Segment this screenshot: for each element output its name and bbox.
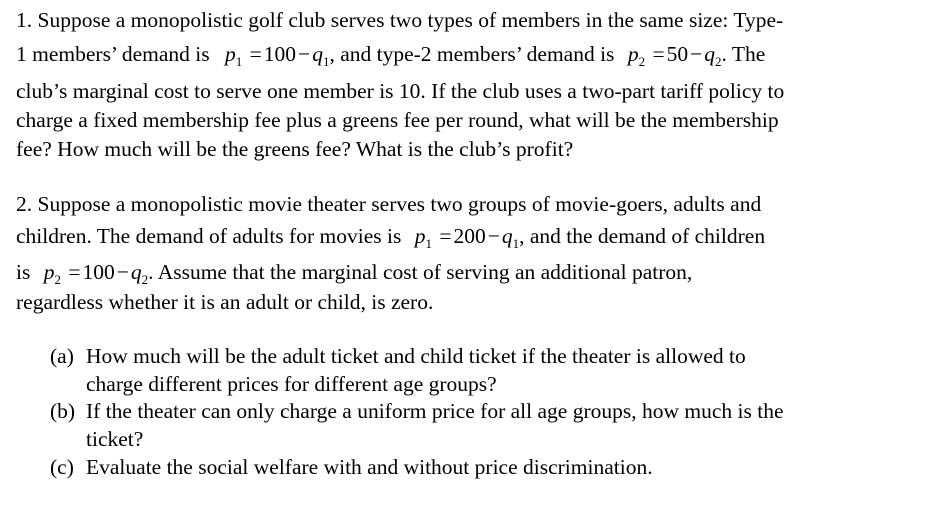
- q1-line-1: 1. Suppose a monopolistic golf club serves two types of members in the same size: Type-: [16, 8, 784, 32]
- q2-demand-equation-children: [43, 260, 149, 287]
- eq-const: 100: [263, 42, 297, 66]
- eq-minus: −: [116, 260, 129, 284]
- eq-const: 50: [666, 42, 689, 66]
- eq-var: p: [414, 224, 426, 248]
- eq-sub: 2: [54, 272, 61, 287]
- eq-rhs-var: q: [312, 42, 323, 66]
- q2-part-b-line-2: ticket?: [86, 427, 144, 451]
- q1-line-2: [16, 40, 765, 71]
- eq-rhs-sub: 2: [141, 272, 149, 287]
- q2-part-a-line-1: How much will be the adult ticket and child ticket if the theater is allowed to: [86, 344, 746, 368]
- q2-line-3-text-a: is: [16, 260, 31, 284]
- eq-sign: =: [68, 260, 81, 284]
- eq-rhs-var: q: [704, 42, 715, 66]
- q2-line-2-text-a: children. The demand of adults for movies is: [16, 224, 402, 248]
- eq-var: p: [43, 260, 55, 284]
- eq-sign: =: [439, 224, 452, 248]
- eq-rhs-sub: 1: [322, 54, 330, 69]
- q2-line-2: [16, 222, 765, 253]
- eq-const: 200: [453, 224, 486, 248]
- eq-rhs-sub: 1: [512, 236, 520, 251]
- q2-part-c-label: (c): [50, 455, 74, 479]
- eq-sign: =: [652, 42, 665, 66]
- q1-line-4: charge a fixed membership fee plus a greens fee per round, what will be the membership: [16, 108, 779, 132]
- q1-line-2-text-c: . The: [721, 42, 766, 66]
- eq-const: 100: [82, 260, 115, 284]
- q1-line-3: club’s marginal cost to serve one member is 10. If the club uses a two-part tariff policy to: [16, 79, 785, 103]
- eq-sub: 1: [425, 236, 432, 251]
- q2-part-b-line-1: If the theater can only charge a uniform price for all age groups, how much is the: [86, 399, 784, 423]
- q2-line-4: regardless whether it is an adult or child, is zero.: [16, 290, 434, 314]
- q1-demand-equation-type2: [627, 42, 722, 69]
- eq-minus: −: [487, 224, 500, 248]
- q1-line-2-text-b: , and type-2 members’ demand is: [329, 42, 615, 66]
- eq-minus: −: [298, 42, 311, 66]
- q1-line-2-text-a: 1 members’ demand is: [16, 42, 210, 66]
- eq-rhs-var: q: [130, 260, 142, 284]
- eq-sub: 1: [235, 54, 243, 69]
- q2-part-b-label: (b): [50, 399, 76, 423]
- q2-line-3-text-b: . Assume that the marginal cost of serving an additional patron,: [148, 260, 693, 284]
- eq-rhs-var: q: [501, 224, 513, 248]
- q2-line-3: [16, 258, 692, 289]
- q2-line-1: 2. Suppose a monopolistic movie theater serves two groups of movie-goers, adults and: [16, 192, 762, 216]
- q1-line-5: fee? How much will be the greens fee? What is the club’s profit?: [16, 137, 574, 161]
- q2-part-a-line-2: charge different prices for different age groups?: [86, 372, 497, 396]
- eq-rhs-sub: 2: [714, 54, 722, 69]
- eq-sign: =: [249, 42, 262, 66]
- q2-demand-equation-adults: [414, 224, 520, 251]
- eq-var: p: [627, 42, 639, 66]
- q2-line-2-text-b: , and the demand of children: [519, 224, 766, 248]
- eq-minus: −: [690, 42, 703, 66]
- q2-part-c-line-1: Evaluate the social welfare with and without price discrimination.: [86, 455, 653, 479]
- eq-var: p: [225, 42, 236, 66]
- eq-sub: 2: [638, 54, 646, 69]
- q1-demand-equation-type1: [225, 42, 330, 69]
- q2-part-a-label: (a): [50, 344, 74, 368]
